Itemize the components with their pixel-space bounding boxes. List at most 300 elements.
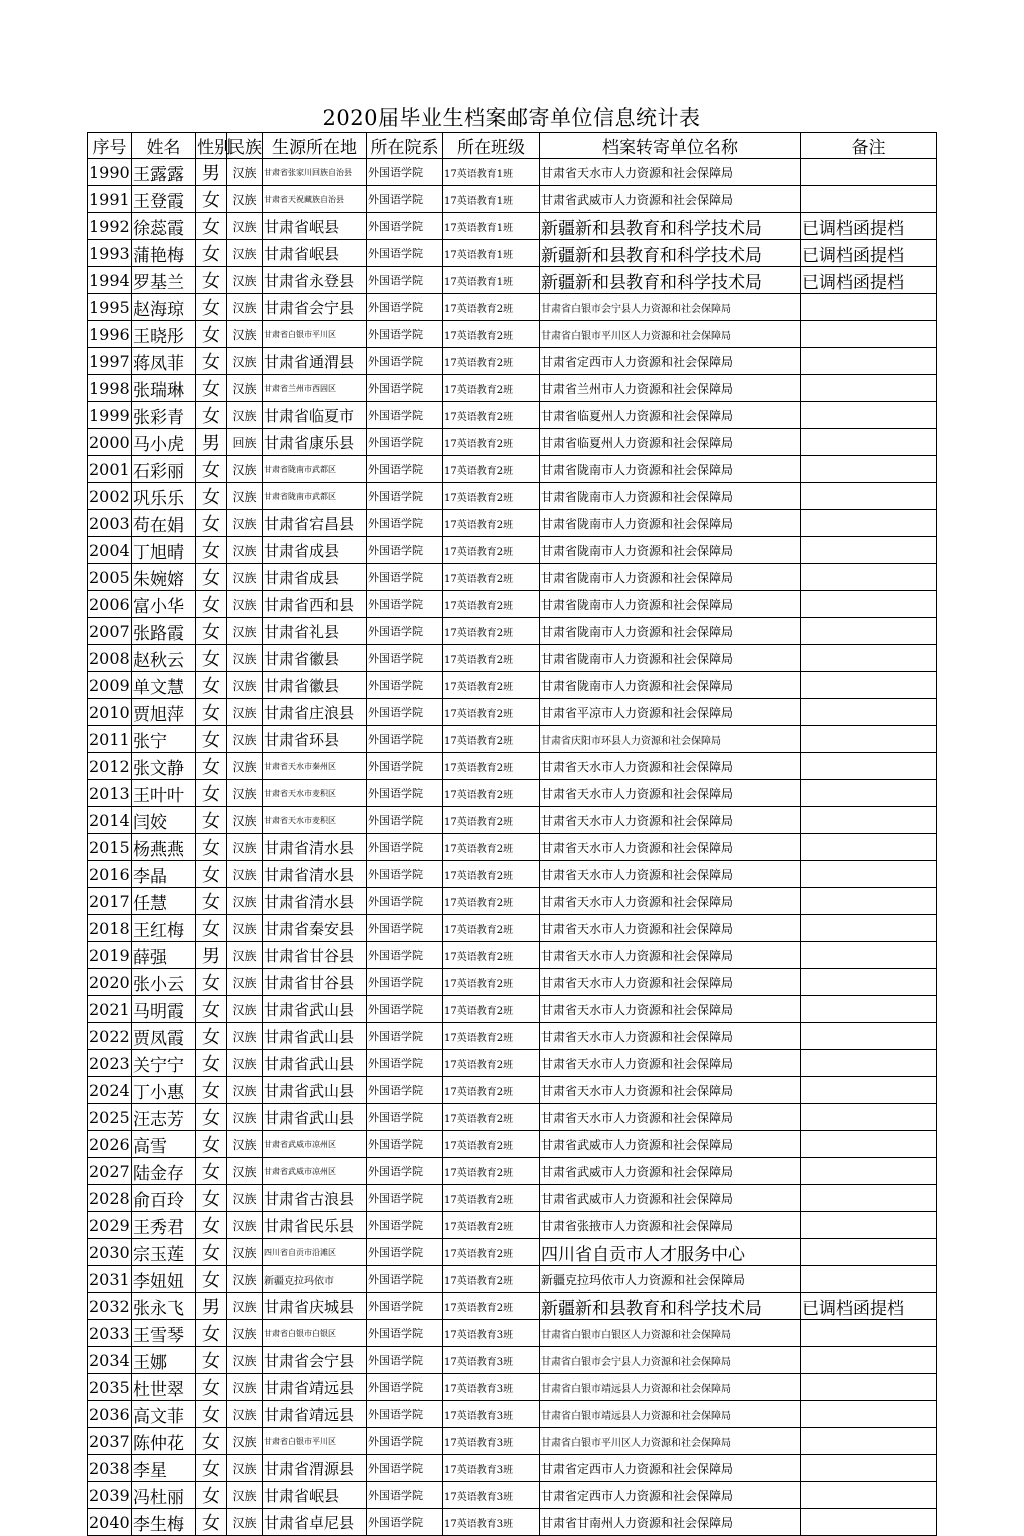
row-number: 1997 [88, 348, 132, 375]
archive-unit: 甘肃省陇南市人力资源和社会保障局 [540, 510, 801, 537]
class-name: 17英语教育2班 [443, 1023, 540, 1050]
class-name: 17英语教育1班 [443, 213, 540, 240]
gender: 男 [196, 942, 227, 969]
department: 外国语学院 [367, 1185, 443, 1212]
gender: 女 [196, 699, 227, 726]
ethnicity: 汉族 [227, 1428, 263, 1455]
class-name: 17英语教育2班 [443, 1185, 540, 1212]
remark: 已调档函提档 [801, 267, 937, 294]
remark [801, 1347, 937, 1374]
gender: 女 [196, 645, 227, 672]
class-name: 17英语教育2班 [443, 807, 540, 834]
remark: 已调档函提档 [801, 213, 937, 240]
department: 外国语学院 [367, 1050, 443, 1077]
class-name: 17英语教育2班 [443, 1077, 540, 1104]
row-number: 2026 [88, 1131, 132, 1158]
archive-unit: 甘肃省天水市人力资源和社会保障局 [540, 807, 801, 834]
remark [801, 375, 937, 402]
table-row [88, 1401, 937, 1428]
row-number: 2006 [88, 591, 132, 618]
class-name: 17英语教育2班 [443, 1212, 540, 1239]
remark [801, 861, 937, 888]
row-number: 2030 [88, 1239, 132, 1266]
ethnicity: 汉族 [227, 1023, 263, 1050]
page-title: 2020届毕业生档案邮寄单位信息统计表 [322, 106, 701, 130]
class-name: 17英语教育2班 [443, 834, 540, 861]
row-number: 2008 [88, 645, 132, 672]
ethnicity: 汉族 [227, 1185, 263, 1212]
gender: 女 [196, 1104, 227, 1131]
class-name: 17英语教育2班 [443, 564, 540, 591]
origin-location: 甘肃省武山县 [263, 1104, 367, 1131]
gender: 女 [196, 375, 227, 402]
header-gender: 性别 [196, 133, 227, 159]
ethnicity: 汉族 [227, 834, 263, 861]
ethnicity: 汉族 [227, 1374, 263, 1401]
student-name: 徐蕊霞 [132, 213, 196, 240]
ethnicity: 汉族 [227, 1455, 263, 1482]
ethnicity: 汉族 [227, 483, 263, 510]
department: 外国语学院 [367, 321, 443, 348]
student-name: 李生梅 [132, 1509, 196, 1536]
origin-location: 甘肃省白银市平川区 [263, 321, 367, 348]
student-name: 赵秋云 [132, 645, 196, 672]
table-row [88, 942, 937, 969]
department: 外国语学院 [367, 1023, 443, 1050]
department: 外国语学院 [367, 1509, 443, 1536]
archive-unit: 甘肃省张掖市人力资源和社会保障局 [540, 1212, 801, 1239]
gender: 女 [196, 834, 227, 861]
ethnicity: 汉族 [227, 510, 263, 537]
row-number: 2020 [88, 969, 132, 996]
department: 外国语学院 [367, 375, 443, 402]
ethnicity: 汉族 [227, 402, 263, 429]
gender: 女 [196, 1239, 227, 1266]
row-number: 2035 [88, 1374, 132, 1401]
origin-location: 甘肃省民乐县 [263, 1212, 367, 1239]
class-name: 17英语教育2班 [443, 456, 540, 483]
department: 外国语学院 [367, 294, 443, 321]
table-row [88, 1212, 937, 1239]
gender: 女 [196, 1509, 227, 1536]
student-name: 蒲艳梅 [132, 240, 196, 267]
archive-unit: 新疆新和县教育和科学技术局 [540, 213, 801, 240]
table-row [88, 807, 937, 834]
table-row [88, 1077, 937, 1104]
archive-unit: 甘肃省陇南市人力资源和社会保障局 [540, 672, 801, 699]
ethnicity: 汉族 [227, 753, 263, 780]
ethnicity: 汉族 [227, 888, 263, 915]
student-name: 石彩丽 [132, 456, 196, 483]
gender: 女 [196, 321, 227, 348]
gender: 女 [196, 1347, 227, 1374]
student-name: 张永飞 [132, 1293, 196, 1320]
row-number: 2023 [88, 1050, 132, 1077]
remark [801, 1401, 937, 1428]
remark [801, 321, 937, 348]
table-row [88, 483, 937, 510]
archive-unit: 甘肃省定西市人力资源和社会保障局 [540, 348, 801, 375]
archive-unit: 甘肃省白银市平川区人力资源和社会保障局 [540, 321, 801, 348]
ethnicity: 汉族 [227, 1239, 263, 1266]
gender: 女 [196, 1077, 227, 1104]
remark [801, 645, 937, 672]
row-number: 2040 [88, 1509, 132, 1536]
row-number: 2016 [88, 861, 132, 888]
class-name: 17英语教育2班 [443, 672, 540, 699]
remark [801, 456, 937, 483]
class-name: 17英语教育2班 [443, 1239, 540, 1266]
archive-unit: 甘肃省甘南州人力资源和社会保障局 [540, 1509, 801, 1536]
table-row [88, 969, 937, 996]
class-name: 17英语教育1班 [443, 159, 540, 186]
origin-location: 甘肃省礼县 [263, 618, 367, 645]
department: 外国语学院 [367, 753, 443, 780]
gender: 女 [196, 483, 227, 510]
ethnicity: 汉族 [227, 861, 263, 888]
department: 外国语学院 [367, 1212, 443, 1239]
archive-unit: 甘肃省陇南市人力资源和社会保障局 [540, 645, 801, 672]
row-number: 2039 [88, 1482, 132, 1509]
archive-unit: 甘肃省白银市平川区人力资源和社会保障局 [540, 1428, 801, 1455]
class-name: 17英语教育3班 [443, 1374, 540, 1401]
table-body [88, 159, 937, 1536]
row-number: 2033 [88, 1320, 132, 1347]
remark [801, 159, 937, 186]
table-row [88, 1023, 937, 1050]
student-name: 王叶叶 [132, 780, 196, 807]
archive-unit: 甘肃省陇南市人力资源和社会保障局 [540, 618, 801, 645]
gender: 女 [196, 348, 227, 375]
class-name: 17英语教育3班 [443, 1320, 540, 1347]
table-row [88, 861, 937, 888]
archive-unit: 甘肃省天水市人力资源和社会保障局 [540, 159, 801, 186]
header-origin: 生源所在地 [263, 133, 367, 159]
student-name: 张宁 [132, 726, 196, 753]
gender: 女 [196, 726, 227, 753]
archive-unit: 甘肃省庆阳市环县人力资源和社会保障局 [540, 726, 801, 753]
row-number: 2010 [88, 699, 132, 726]
student-name: 张文静 [132, 753, 196, 780]
row-number: 2012 [88, 753, 132, 780]
origin-location: 甘肃省岷县 [263, 1482, 367, 1509]
class-name: 17英语教育2班 [443, 1158, 540, 1185]
remark [801, 726, 937, 753]
origin-location: 甘肃省天水市麦积区 [263, 807, 367, 834]
remark [801, 1158, 937, 1185]
archive-table [87, 132, 937, 1536]
class-name: 17英语教育2班 [443, 510, 540, 537]
row-number: 1992 [88, 213, 132, 240]
origin-location: 四川省自贡市沿滩区 [263, 1239, 367, 1266]
department: 外国语学院 [367, 861, 443, 888]
origin-location: 甘肃省武威市凉州区 [263, 1158, 367, 1185]
class-name: 17英语教育2班 [443, 1131, 540, 1158]
class-name: 17英语教育3班 [443, 1509, 540, 1536]
origin-location: 甘肃省白银市白银区 [263, 1320, 367, 1347]
gender: 女 [196, 456, 227, 483]
ethnicity: 汉族 [227, 1320, 263, 1347]
ethnicity: 汉族 [227, 1077, 263, 1104]
student-name: 张彩青 [132, 402, 196, 429]
student-name: 王登霞 [132, 186, 196, 213]
table-row [88, 888, 937, 915]
archive-unit: 新疆克拉玛依市人力资源和社会保障局 [540, 1266, 801, 1293]
remark [801, 1455, 937, 1482]
row-number: 1998 [88, 375, 132, 402]
remark [801, 834, 937, 861]
row-number: 2011 [88, 726, 132, 753]
remark [801, 888, 937, 915]
class-name: 17英语教育2班 [443, 402, 540, 429]
archive-unit: 甘肃省陇南市人力资源和社会保障局 [540, 483, 801, 510]
archive-unit: 甘肃省平凉市人力资源和社会保障局 [540, 699, 801, 726]
remark [801, 753, 937, 780]
gender: 女 [196, 888, 227, 915]
row-number: 2034 [88, 1347, 132, 1374]
student-name: 巩乐乐 [132, 483, 196, 510]
department: 外国语学院 [367, 1077, 443, 1104]
student-name: 陆金存 [132, 1158, 196, 1185]
archive-unit: 甘肃省陇南市人力资源和社会保障局 [540, 537, 801, 564]
student-name: 王露露 [132, 159, 196, 186]
table-row [88, 996, 937, 1023]
gender: 女 [196, 1212, 227, 1239]
class-name: 17英语教育2班 [443, 321, 540, 348]
archive-unit: 甘肃省白银市会宁县人力资源和社会保障局 [540, 294, 801, 321]
department: 外国语学院 [367, 564, 443, 591]
department: 外国语学院 [367, 672, 443, 699]
row-number: 1995 [88, 294, 132, 321]
remark [801, 1131, 937, 1158]
remark [801, 1509, 937, 1536]
remark [801, 1023, 937, 1050]
ethnicity: 汉族 [227, 159, 263, 186]
ethnicity: 汉族 [227, 807, 263, 834]
department: 外国语学院 [367, 348, 443, 375]
row-number: 2013 [88, 780, 132, 807]
origin-location: 甘肃省康乐县 [263, 429, 367, 456]
department: 外国语学院 [367, 1374, 443, 1401]
header-ethnic: 民族 [227, 133, 263, 159]
ethnicity: 汉族 [227, 618, 263, 645]
gender: 女 [196, 510, 227, 537]
archive-unit: 甘肃省白银市靖远县人力资源和社会保障局 [540, 1374, 801, 1401]
origin-location: 甘肃省会宁县 [263, 294, 367, 321]
ethnicity: 汉族 [227, 996, 263, 1023]
class-name: 17英语教育2班 [443, 483, 540, 510]
class-name: 17英语教育2班 [443, 618, 540, 645]
remark [801, 1482, 937, 1509]
class-name: 17英语教育2班 [443, 591, 540, 618]
table-row [88, 429, 937, 456]
origin-location: 甘肃省古浪县 [263, 1185, 367, 1212]
origin-location: 甘肃省宕昌县 [263, 510, 367, 537]
origin-location: 甘肃省天祝藏族自治县 [263, 186, 367, 213]
gender: 女 [196, 591, 227, 618]
table-row [88, 672, 937, 699]
table-row [88, 699, 937, 726]
table-row [88, 726, 937, 753]
department: 外国语学院 [367, 240, 443, 267]
department: 外国语学院 [367, 996, 443, 1023]
table-row [88, 348, 937, 375]
ethnicity: 汉族 [227, 591, 263, 618]
table-row [88, 537, 937, 564]
student-name: 丁旭晴 [132, 537, 196, 564]
table-row [88, 402, 937, 429]
table-row [88, 1158, 937, 1185]
origin-location: 甘肃省徽县 [263, 645, 367, 672]
archive-unit: 甘肃省天水市人力资源和社会保障局 [540, 942, 801, 969]
gender: 女 [196, 1482, 227, 1509]
row-number: 2018 [88, 915, 132, 942]
origin-location: 甘肃省徽县 [263, 672, 367, 699]
table-row [88, 1239, 937, 1266]
remark [801, 1185, 937, 1212]
row-number: 2000 [88, 429, 132, 456]
department: 外国语学院 [367, 1131, 443, 1158]
table-row [88, 564, 937, 591]
origin-location: 甘肃省天水市秦州区 [263, 753, 367, 780]
origin-location: 甘肃省通渭县 [263, 348, 367, 375]
remark [801, 915, 937, 942]
student-name: 任慧 [132, 888, 196, 915]
archive-unit: 甘肃省白银市白银区人力资源和社会保障局 [540, 1320, 801, 1347]
archive-unit: 甘肃省兰州市人力资源和社会保障局 [540, 375, 801, 402]
row-number: 1994 [88, 267, 132, 294]
department: 外国语学院 [367, 267, 443, 294]
archive-unit: 甘肃省天水市人力资源和社会保障局 [540, 753, 801, 780]
ethnicity: 汉族 [227, 942, 263, 969]
student-name: 张路霞 [132, 618, 196, 645]
class-name: 17英语教育2班 [443, 294, 540, 321]
row-number: 2004 [88, 537, 132, 564]
remark [801, 618, 937, 645]
student-name: 马小虎 [132, 429, 196, 456]
origin-location: 甘肃省渭源县 [263, 1455, 367, 1482]
department: 外国语学院 [367, 213, 443, 240]
table-row [88, 186, 937, 213]
row-number: 2007 [88, 618, 132, 645]
remark [801, 348, 937, 375]
remark [801, 564, 937, 591]
origin-location: 甘肃省会宁县 [263, 1347, 367, 1374]
ethnicity: 汉族 [227, 1509, 263, 1536]
archive-unit: 甘肃省白银市会宁县人力资源和社会保障局 [540, 1347, 801, 1374]
student-name: 陈仲花 [132, 1428, 196, 1455]
department: 外国语学院 [367, 726, 443, 753]
gender: 女 [196, 1185, 227, 1212]
ethnicity: 汉族 [227, 699, 263, 726]
class-name: 17英语教育2班 [443, 942, 540, 969]
row-number: 2002 [88, 483, 132, 510]
gender: 女 [196, 267, 227, 294]
table-row [88, 1374, 937, 1401]
ethnicity: 汉族 [227, 456, 263, 483]
table-row [88, 591, 937, 618]
remark [801, 591, 937, 618]
ethnicity: 汉族 [227, 645, 263, 672]
table-row [88, 321, 937, 348]
ethnicity: 汉族 [227, 213, 263, 240]
table-row [88, 456, 937, 483]
gender: 女 [196, 996, 227, 1023]
row-number: 2009 [88, 672, 132, 699]
class-name: 17英语教育1班 [443, 267, 540, 294]
row-number: 2031 [88, 1266, 132, 1293]
gender: 女 [196, 753, 227, 780]
table-row [88, 1509, 937, 1536]
origin-location: 甘肃省武山县 [263, 996, 367, 1023]
department: 外国语学院 [367, 510, 443, 537]
archive-unit: 甘肃省天水市人力资源和社会保障局 [540, 888, 801, 915]
origin-location: 甘肃省武山县 [263, 1050, 367, 1077]
gender: 女 [196, 807, 227, 834]
table-row [88, 1482, 937, 1509]
student-name: 王晓彤 [132, 321, 196, 348]
table-row [88, 1347, 937, 1374]
student-name: 单文慧 [132, 672, 196, 699]
ethnicity: 汉族 [227, 1347, 263, 1374]
student-name: 李晶 [132, 861, 196, 888]
student-name: 张小云 [132, 969, 196, 996]
archive-unit: 甘肃省定西市人力资源和社会保障局 [540, 1482, 801, 1509]
student-name: 王红梅 [132, 915, 196, 942]
class-name: 17英语教育2班 [443, 726, 540, 753]
archive-unit: 甘肃省白银市靖远县人力资源和社会保障局 [540, 1401, 801, 1428]
row-number: 2037 [88, 1428, 132, 1455]
archive-unit: 甘肃省陇南市人力资源和社会保障局 [540, 456, 801, 483]
student-name: 汪志芳 [132, 1104, 196, 1131]
class-name: 17英语教育2班 [443, 861, 540, 888]
table-row [88, 753, 937, 780]
student-name: 杨燕燕 [132, 834, 196, 861]
origin-location: 甘肃省甘谷县 [263, 942, 367, 969]
table-row [88, 1455, 937, 1482]
origin-location: 甘肃省陇南市武都区 [263, 456, 367, 483]
class-name: 17英语教育3班 [443, 1455, 540, 1482]
department: 外国语学院 [367, 1266, 443, 1293]
gender: 女 [196, 1023, 227, 1050]
row-number: 2003 [88, 510, 132, 537]
origin-location: 甘肃省天水市麦积区 [263, 780, 367, 807]
department: 外国语学院 [367, 1428, 443, 1455]
row-number: 2014 [88, 807, 132, 834]
header-dept: 所在院系 [367, 133, 443, 159]
row-number: 2038 [88, 1455, 132, 1482]
row-number: 1993 [88, 240, 132, 267]
remark [801, 1428, 937, 1455]
table-row [88, 1131, 937, 1158]
archive-unit: 甘肃省天水市人力资源和社会保障局 [540, 780, 801, 807]
department: 外国语学院 [367, 1455, 443, 1482]
remark [801, 1374, 937, 1401]
row-number: 2017 [88, 888, 132, 915]
ethnicity: 汉族 [227, 915, 263, 942]
department: 外国语学院 [367, 1293, 443, 1320]
class-name: 17英语教育2班 [443, 1050, 540, 1077]
class-name: 17英语教育3班 [443, 1428, 540, 1455]
ethnicity: 汉族 [227, 564, 263, 591]
department: 外国语学院 [367, 1104, 443, 1131]
remark [801, 1212, 937, 1239]
archive-unit: 甘肃省天水市人力资源和社会保障局 [540, 969, 801, 996]
remark [801, 483, 937, 510]
ethnicity: 汉族 [227, 780, 263, 807]
gender: 女 [196, 1428, 227, 1455]
class-name: 17英语教育3班 [443, 1401, 540, 1428]
